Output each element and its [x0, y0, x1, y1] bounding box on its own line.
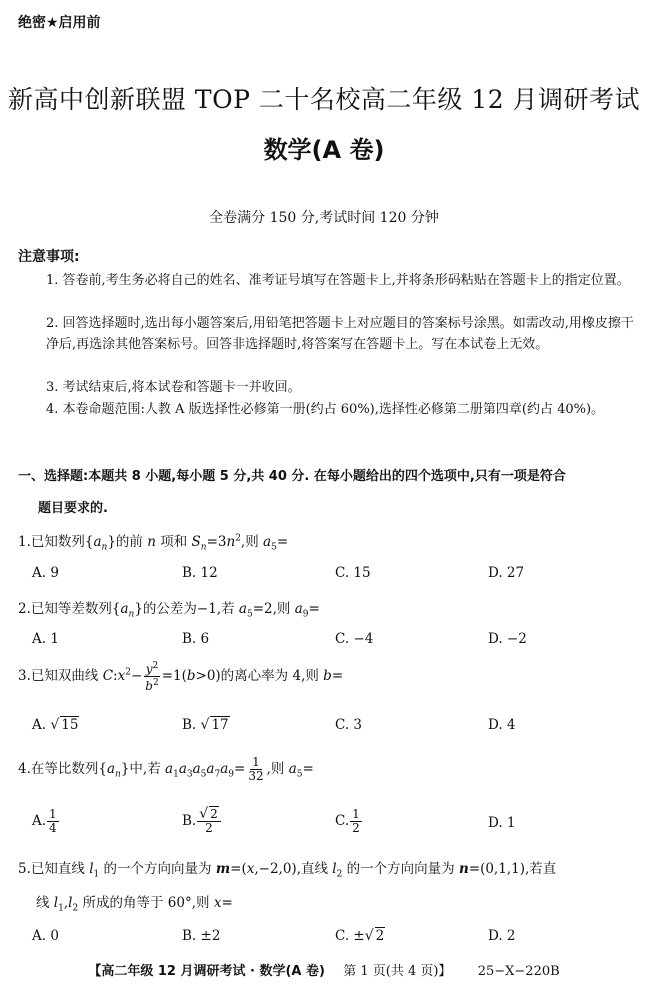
q2-option-a: A. 1 — [32, 631, 59, 647]
q5-option-d: D. 2 — [488, 928, 516, 944]
sqrt-symbol: √ — [199, 806, 209, 822]
q2-option-c: C. −4 — [335, 631, 374, 647]
question-1-stem: 1.已知数列$\{a_n\}$的前 n 项和 $S_n=3n^2$,则 $a_5=$ — [18, 533, 289, 553]
q5-option-b: B. ±2 — [182, 928, 221, 944]
page-footer — [0, 960, 648, 979]
exam-subtitle: 数学(A 卷) — [263, 136, 385, 164]
q4-option-b: B. $\frac{√ 2}{2}$ — [182, 808, 222, 835]
exam-title: 新高中创新联盟 TOP 二十名校高二年级 12 月调研考试 — [7, 85, 641, 114]
question-2-stem: 2.已知等差数列$\{a_n\}$的公差为−1,若 $a_5=2$,则 $a_9=$ — [18, 601, 320, 620]
question-5-stem-line-2: 线 $l_1,l_2$ 所成的角等于 60°,则 x= — [36, 895, 233, 914]
q3-option-a: A. √ 15 — [32, 717, 79, 733]
confidential-mark: 绝密★启用前 — [18, 15, 101, 31]
q4-option-d: D. 1 — [488, 815, 516, 831]
section-line-1: 一、选择题:本题共 8 小题,每小题 5 分,共 40 分. 在每小题给出的四个选项中,只有一项是符合 — [18, 469, 566, 484]
q3-option-d: D. 4 — [488, 717, 516, 733]
q1-option-c: C. 15 — [335, 565, 371, 581]
footer-page-number: 第 1 页(共 4 页)】 — [343, 964, 452, 979]
q4-option-c: C. $\frac{1}{2}$ — [335, 807, 360, 835]
q1-option-d: D. 27 — [488, 565, 525, 581]
q3-option-c: C. 3 — [335, 717, 363, 733]
q4-fraction: $\frac{1}{32}$ — [248, 755, 264, 783]
q3-fraction: $\frac{y^2}{b^2}$ — [145, 661, 159, 693]
question-4-stem: 4.在等比数列$\{a_n\}$中,若 $a_1a_3a_5a_7a_9=$ $\frac{1}{32}$ ,则 $a_5=$ — [18, 755, 314, 783]
notice-item-2: 2. 回答选择题时,选出每小题答案后,用铅笔把答题卡上对应题目的答案标号涂黑。如需改动,用橡皮擦干净后,再选涂其他答案标号。回答非选择题时,将答案写在答题卡上。写在本试卷上无效。 — [46, 316, 634, 352]
q2-option-b: B. 6 — [182, 631, 210, 647]
notice-item-1: 1. 答卷前,考生务必将自己的姓名、准考证号填写在答题卡上,并将条形码粘贴在答题卡上的指定位置。 — [46, 273, 630, 288]
footer-label: 【高二年级 12 月调研考试 · 数学(A 卷) — [88, 964, 325, 979]
footer-code: 25−X−220B — [477, 964, 560, 979]
q1-option-a: A. 9 — [32, 565, 59, 581]
question-3-stem: 3.已知双曲线 $C:x^2-$ $\frac{y^2}{b^2}$ =1(b>0)的离心率为 4,则 b= — [18, 661, 344, 693]
question-5-stem-line-1: 5.已知直线 $l_1$ 的一个方向向量为 m=(x,−2,0),直线 $l_2$ 的一个方向向量为 n=(0,1,1),若直 — [18, 861, 557, 880]
notice-item-3: 3. 考试结束后,将本试卷和答题卡一并收回。 — [46, 380, 301, 395]
q2-option-d: D. −2 — [488, 631, 527, 647]
section-heading — [18, 461, 638, 525]
section-line-2: 题目要求的. — [38, 501, 108, 516]
sqrt-symbol: √ — [200, 717, 210, 733]
q5-option-a: A. 0 — [32, 928, 59, 944]
score-time-info: 全卷满分 150 分,考试时间 120 分钟 — [209, 210, 439, 226]
q4-option-a: A. $\frac{1}{4}$ — [32, 807, 57, 835]
q3-option-b: B. √ 17 — [182, 717, 229, 733]
sqrt-symbol: √ — [50, 717, 60, 733]
notice-heading: 注意事项: — [18, 249, 80, 265]
notice-item-4: 4. 本卷命题范围:人教 A 版选择性必修第一册(约占 60%),选择性必修第二册第四章(约占 40%)。 — [46, 402, 605, 417]
sqrt-symbol: √ — [364, 928, 374, 944]
q1-option-b: B. 12 — [182, 565, 218, 581]
q5-option-c: C. ±√ 2 — [335, 928, 385, 944]
